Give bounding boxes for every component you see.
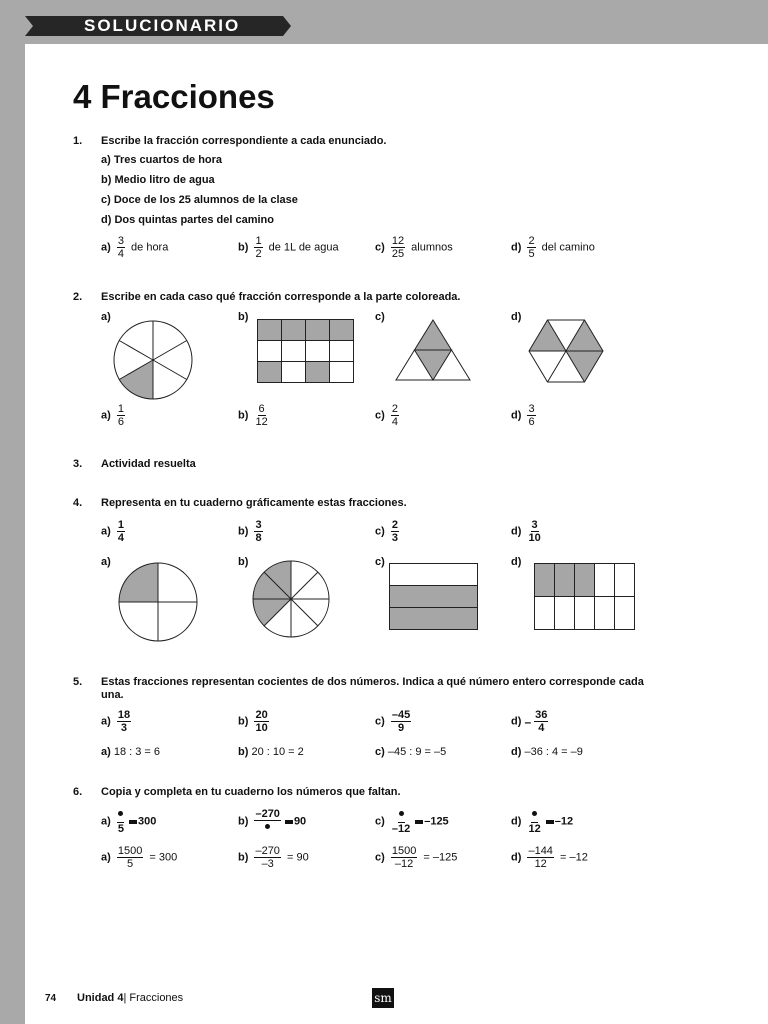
q4-number: 4. [73, 497, 83, 509]
q2-fig-label-c: c) [375, 311, 385, 323]
q6-item-d: d) 12 –12 [511, 808, 573, 835]
q2-grid-twelfths [257, 319, 355, 383]
q6-answer-a: a) $\frac{1500}{5}$ = 300 [101, 845, 178, 870]
page-title: 4 Fracciones [73, 78, 275, 115]
q4-rect-thirds [389, 563, 479, 631]
q6-answer-c: c) $\frac{1500}{-12}$ = –125 [375, 845, 458, 870]
q2-fig-label-d: d) [511, 311, 522, 323]
q2-fig-label-a: a) [101, 311, 111, 323]
side-band [0, 0, 25, 1024]
q1-item-a: a) Tres cuartos de hora [101, 154, 223, 166]
q2-circle-sixths [112, 319, 194, 401]
q2-answer-b: b) $\frac{6}{12}$ [238, 403, 268, 428]
q5-item-d: d) – $\frac{36}{4}$ [511, 709, 548, 734]
q4-item-a: a) $\frac{1}{4}$ [101, 519, 124, 544]
q4-fig-label-c: c) [375, 556, 385, 568]
q4-circle-eighths [252, 560, 330, 638]
q1-item-d: d) Dos quintas partes del camino [101, 214, 274, 226]
q2-hexagon-sixths [528, 319, 604, 383]
q3-number: 3. [73, 458, 83, 470]
q4-fig-label-a: a) [101, 556, 111, 568]
q1-item-b: b) Medio litro de agua [101, 174, 215, 186]
q6-number: 6. [73, 786, 83, 798]
q1-answer-d: d) $\frac{2}{5}$ del camino [511, 235, 595, 260]
q6-answer-b: b) $\frac{-270}{-3}$ = 90 [238, 845, 309, 870]
q1-answer-c: c) $\frac{12}{25}$ alumnos [375, 235, 453, 260]
q2-answer-d: d) $\frac{3}{6}$ [511, 403, 535, 428]
q4-fig-label-b: b) [238, 556, 249, 568]
q5-item-b: b) $\frac{20}{10}$ [238, 709, 268, 734]
page-number: 74 [45, 993, 57, 1004]
q4-prompt: Representa en tu cuaderno gráficamente estas fracciones. [101, 497, 407, 509]
q5-number: 5. [73, 676, 83, 688]
publisher-logo: sm [372, 988, 394, 1008]
q2-answer-c: c) $\frac{2}{4}$ [375, 403, 398, 428]
q4-grid-tenths [534, 563, 636, 631]
q1-answer-a: a) $\frac{3}{4}$ de hora [101, 235, 169, 260]
q2-answer-a: a) $\frac{1}{6}$ [101, 403, 124, 428]
q2-triangle-quarters [395, 319, 471, 381]
q3-prompt: Actividad resuelta [101, 458, 196, 470]
q2-fig-label-b: b) [238, 311, 249, 323]
q6-item-b: b) –270 90 [238, 808, 307, 828]
q5-prompt: Estas fracciones representan cocientes de dos números. Indica a qué número entero corresponde cada [101, 676, 644, 688]
q5-item-c: c) $\frac{-45}{9}$ [375, 709, 411, 734]
q5-item-a: a) $\frac{18}{3}$ [101, 709, 131, 734]
banner-title: SOLUCIONARIO [84, 16, 241, 35]
q5-answer-d: d) –36 : 4 = –9 [511, 746, 583, 758]
q5-answer-c: c) –45 : 9 = –5 [375, 746, 447, 758]
q5-answer-a: a) 18 : 3 = 6 [101, 746, 161, 758]
q5-prompt-cont: una. [101, 689, 124, 701]
q4-item-b: b) $\frac{3}{8}$ [238, 519, 262, 544]
q5-answer-b: b) 20 : 10 = 2 [238, 746, 304, 758]
q2-prompt: Escribe en cada caso qué fracción corresponde a la parte coloreada. [101, 291, 461, 303]
q4-item-c: c) $\frac{2}{3}$ [375, 519, 398, 544]
q1-prompt: Escribe la fracción correspondiente a cada enunciado. [101, 135, 387, 147]
q6-answer-d: d) $\frac{-144}{12}$ = –12 [511, 845, 588, 870]
q6-item-a: a) 5 300 [101, 808, 156, 835]
q6-item-c: c) –12 –125 [375, 808, 449, 835]
q4-circle-quarters [118, 562, 198, 642]
q1-item-c: c) Doce de los 25 alumnos de la clase [101, 194, 298, 206]
q1-number: 1. [73, 135, 83, 147]
q4-fig-label-d: d) [511, 556, 522, 568]
q6-prompt: Copia y completa en tu cuaderno los números que faltan. [101, 786, 401, 798]
q1-answer-b: b) $\frac{1}{2}$ de 1L de agua [238, 235, 339, 260]
footer-unit: Unidad 4| Fracciones [77, 992, 184, 1004]
q2-number: 2. [73, 291, 83, 303]
q4-item-d: d) $\frac{3}{10}$ [511, 519, 541, 544]
